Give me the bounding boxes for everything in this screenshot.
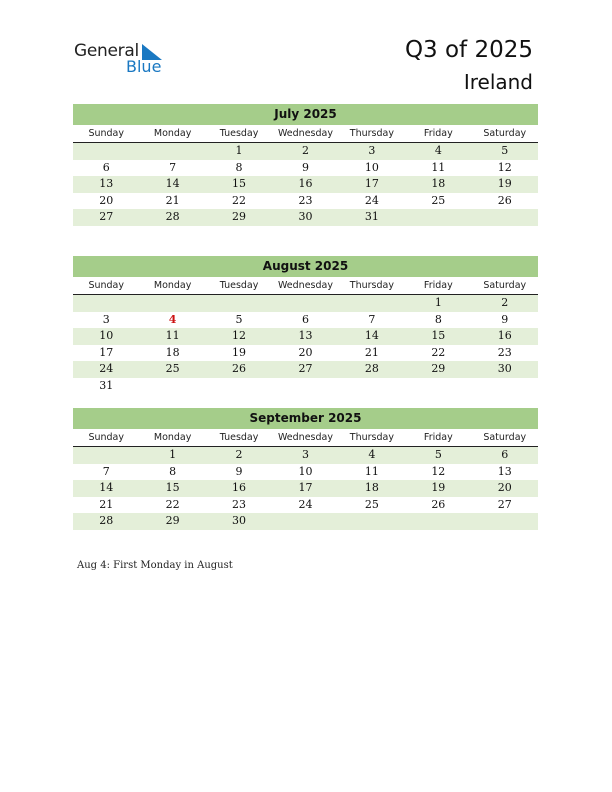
day-cell xyxy=(272,295,338,312)
day-cell: 2 xyxy=(301,144,309,157)
weekday-label: Sunday xyxy=(88,432,124,443)
day-cell: 2 xyxy=(235,448,243,461)
day-cell: 14 xyxy=(99,481,114,494)
week-row xyxy=(73,464,538,481)
day-cell: 28 xyxy=(99,514,114,527)
weekday-header-row xyxy=(73,429,538,447)
day-cell: 7 xyxy=(368,312,376,326)
day-cell xyxy=(139,378,205,395)
day-cell: 26 xyxy=(497,193,512,207)
day-cell: 9 xyxy=(501,312,509,326)
country-name: Ireland xyxy=(463,70,533,94)
day-cell: 18 xyxy=(165,345,180,359)
weekday-label: Wednesday xyxy=(277,128,333,139)
day-cell: 3 xyxy=(301,448,309,461)
day-cell: 13 xyxy=(99,177,114,190)
month-title: August 2025 xyxy=(73,256,538,277)
day-cell: 25 xyxy=(364,497,379,511)
holiday-day-cell: 4 xyxy=(168,312,177,326)
logo-text-general: General xyxy=(74,41,139,61)
weekday-label: Thursday xyxy=(349,128,394,139)
day-cell: 11 xyxy=(165,329,180,342)
brand-logo xyxy=(74,41,194,81)
weekday-header-row xyxy=(73,277,538,295)
week-row xyxy=(73,143,538,160)
day-cell xyxy=(339,295,405,312)
month-title: July 2025 xyxy=(73,104,538,125)
day-cell: 21 xyxy=(165,193,180,207)
weekday-label: Saturday xyxy=(483,432,527,443)
day-cell xyxy=(405,378,471,395)
day-cell: 13 xyxy=(497,464,512,478)
day-cell: 25 xyxy=(165,362,180,375)
week-row xyxy=(73,328,538,345)
day-cell: 23 xyxy=(497,345,512,359)
day-cell: 27 xyxy=(497,497,512,511)
day-cell: 30 xyxy=(232,514,247,527)
day-cell: 6 xyxy=(102,160,110,174)
day-cell: 20 xyxy=(99,193,114,207)
day-cell: 3 xyxy=(368,144,376,157)
day-cell xyxy=(472,209,538,226)
day-cell: 6 xyxy=(301,312,309,326)
day-cell: 12 xyxy=(431,464,446,478)
day-cell xyxy=(272,513,338,530)
weekday-label: Monday xyxy=(153,128,192,139)
weekday-label: Wednesday xyxy=(277,280,333,291)
weekday-label: Thursday xyxy=(349,432,394,443)
week-row xyxy=(73,480,538,497)
weekday-header-row xyxy=(73,125,538,143)
day-cell: 6 xyxy=(501,448,509,461)
day-cell: 15 xyxy=(431,329,446,342)
weekday-label: Tuesday xyxy=(219,280,259,291)
day-cell: 4 xyxy=(368,448,376,461)
day-cell: 18 xyxy=(364,481,379,494)
day-cell: 12 xyxy=(232,329,247,342)
day-cell: 25 xyxy=(431,193,446,207)
weekday-label: Friday xyxy=(423,128,453,139)
weekday-label: Sunday xyxy=(88,128,124,139)
day-cell: 14 xyxy=(364,329,379,342)
day-cell: 9 xyxy=(235,464,243,478)
day-cell: 5 xyxy=(434,448,442,461)
day-cell: 30 xyxy=(497,362,512,375)
day-cell: 1 xyxy=(434,296,442,309)
day-cell: 27 xyxy=(298,362,313,375)
day-cell: 31 xyxy=(99,378,114,392)
day-cell xyxy=(472,513,538,530)
day-cell: 14 xyxy=(165,177,180,190)
day-cell: 9 xyxy=(301,160,309,174)
weekday-label: Friday xyxy=(423,432,453,443)
month-calendar-july xyxy=(73,104,538,226)
day-cell: 22 xyxy=(165,497,180,511)
week-rows xyxy=(73,447,538,530)
day-cell xyxy=(206,295,272,312)
day-cell: 7 xyxy=(102,464,110,478)
week-row xyxy=(73,345,538,362)
day-cell: 1 xyxy=(235,144,243,157)
weekday-label: Tuesday xyxy=(219,432,259,443)
day-cell: 24 xyxy=(364,193,379,207)
day-cell: 8 xyxy=(434,312,442,326)
day-cell xyxy=(139,143,205,160)
day-cell: 23 xyxy=(298,193,313,207)
day-cell: 12 xyxy=(497,160,512,174)
week-row xyxy=(73,176,538,193)
day-cell: 22 xyxy=(431,345,446,359)
day-cell xyxy=(73,295,139,312)
day-cell: 24 xyxy=(298,497,313,511)
week-rows xyxy=(73,295,538,394)
day-cell: 8 xyxy=(235,160,243,174)
logo-text-blue: Blue xyxy=(126,57,162,76)
weekday-label: Sunday xyxy=(88,280,124,291)
day-cell xyxy=(405,209,471,226)
day-cell: 21 xyxy=(364,345,379,359)
day-cell: 21 xyxy=(99,497,114,511)
day-cell: 24 xyxy=(99,362,114,375)
day-cell: 8 xyxy=(169,464,177,478)
weekday-label: Saturday xyxy=(483,280,527,291)
day-cell: 19 xyxy=(431,481,446,494)
week-row xyxy=(73,378,538,395)
day-cell: 3 xyxy=(102,312,110,326)
day-cell xyxy=(73,447,139,464)
day-cell: 23 xyxy=(232,497,247,511)
day-cell: 17 xyxy=(364,177,379,190)
day-cell: 16 xyxy=(497,329,512,342)
weekday-label: Saturday xyxy=(483,128,527,139)
day-cell: 16 xyxy=(232,481,247,494)
week-row xyxy=(73,295,538,312)
day-cell xyxy=(272,378,338,395)
day-cell: 7 xyxy=(169,160,177,174)
day-cell: 19 xyxy=(497,177,512,190)
week-row xyxy=(73,447,538,464)
day-cell: 30 xyxy=(298,210,313,223)
day-cell: 26 xyxy=(232,362,247,375)
day-cell: 13 xyxy=(298,329,313,342)
day-cell: 2 xyxy=(501,296,509,309)
week-row xyxy=(73,497,538,514)
weekday-label: Monday xyxy=(153,280,192,291)
day-cell: 29 xyxy=(232,210,247,223)
day-cell: 20 xyxy=(497,481,512,494)
month-calendar-september xyxy=(73,408,538,530)
day-cell: 29 xyxy=(165,514,180,527)
day-cell: 22 xyxy=(232,193,247,207)
holiday-note: Aug 4: First Monday in August xyxy=(77,560,233,571)
day-cell: 10 xyxy=(364,160,379,174)
day-cell: 11 xyxy=(431,160,446,174)
weekday-label: Monday xyxy=(153,432,192,443)
day-cell: 28 xyxy=(165,210,180,223)
day-cell: 17 xyxy=(99,345,114,359)
day-cell: 4 xyxy=(434,144,442,157)
month-calendar-august xyxy=(73,256,538,394)
day-cell xyxy=(472,378,538,395)
day-cell: 11 xyxy=(364,464,379,478)
day-cell: 5 xyxy=(501,144,509,157)
day-cell: 27 xyxy=(99,210,114,223)
day-cell: 26 xyxy=(431,497,446,511)
day-cell: 1 xyxy=(169,448,177,461)
week-rows xyxy=(73,143,538,226)
day-cell: 29 xyxy=(431,362,446,375)
day-cell xyxy=(339,513,405,530)
day-cell: 18 xyxy=(431,177,446,190)
week-row xyxy=(73,193,538,210)
day-cell: 5 xyxy=(235,312,243,326)
day-cell xyxy=(339,378,405,395)
day-cell: 16 xyxy=(298,177,313,190)
weekday-label: Thursday xyxy=(349,280,394,291)
day-cell xyxy=(405,513,471,530)
week-row xyxy=(73,160,538,177)
day-cell: 10 xyxy=(298,464,313,478)
week-row xyxy=(73,209,538,226)
weekday-label: Friday xyxy=(423,280,453,291)
month-title: September 2025 xyxy=(73,408,538,429)
day-cell xyxy=(139,295,205,312)
day-cell: 20 xyxy=(298,345,313,359)
weekday-label: Wednesday xyxy=(277,432,333,443)
day-cell: 19 xyxy=(232,345,247,359)
day-cell xyxy=(73,143,139,160)
day-cell: 15 xyxy=(232,177,247,190)
week-row xyxy=(73,361,538,378)
day-cell: 31 xyxy=(364,210,379,223)
day-cell: 15 xyxy=(165,481,180,494)
day-cell: 28 xyxy=(364,362,379,375)
day-cell xyxy=(206,378,272,395)
day-cell: 10 xyxy=(99,329,114,342)
weekday-label: Tuesday xyxy=(219,128,259,139)
day-cell: 17 xyxy=(298,481,313,494)
week-row xyxy=(73,312,538,329)
week-row xyxy=(73,513,538,530)
page-title: Q3 of 2025 xyxy=(404,37,533,63)
